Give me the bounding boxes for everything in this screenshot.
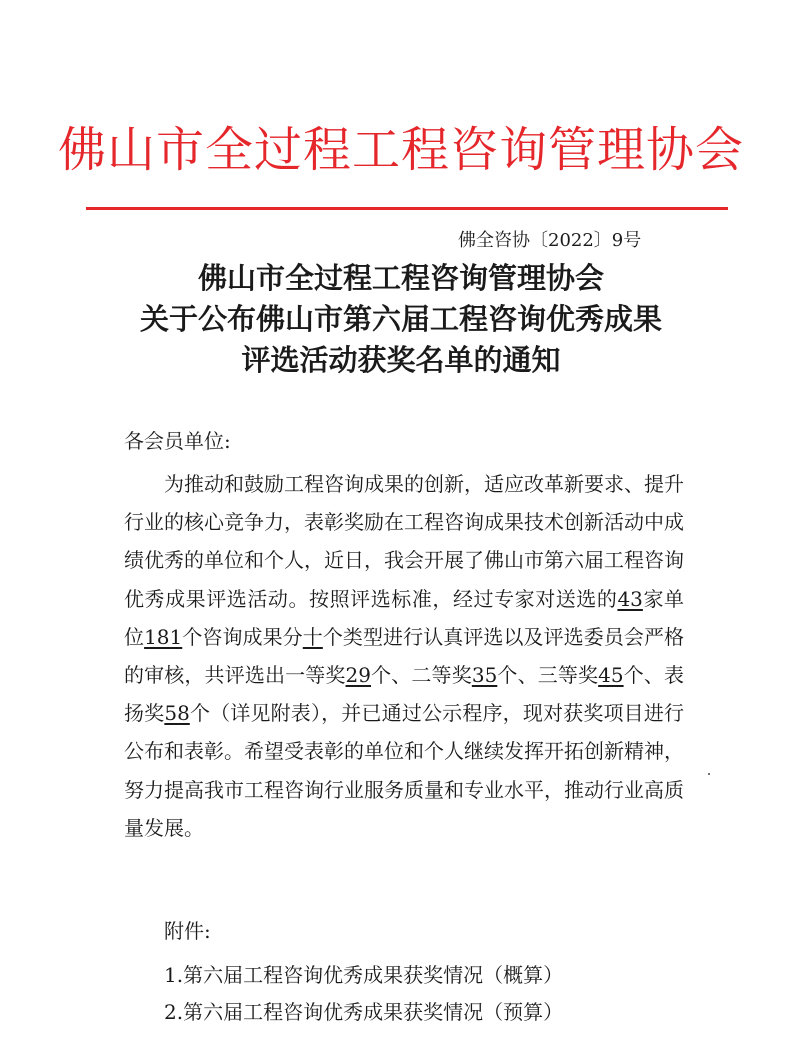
notice-title-line-3: 评选活动获奖名单的通知 bbox=[241, 343, 561, 377]
scan-speck bbox=[708, 773, 710, 775]
body-text-segment: 个咨询成果分 bbox=[182, 624, 303, 649]
body-text-segment: 个（详见附表），并已通过公示程序，现对获奖项目进行公布和表彰。希望受表彰的单位和个人继续发挥开拓创新精神，努力提高我市工程咨询行业服务质量和专业水平，推动行业高质量发展。 bbox=[124, 701, 685, 840]
body-paragraph bbox=[124, 465, 684, 847]
attachment-item: 1.第六届工程咨询优秀成果获奖情况（概算） bbox=[164, 963, 564, 987]
attachments-list bbox=[164, 958, 563, 1032]
third-prize-count: 45 bbox=[598, 663, 624, 688]
units-count: 43 bbox=[617, 586, 643, 611]
body-text-segment: 个、三等奖 bbox=[497, 663, 599, 688]
body-text-segment: 为推动和鼓励工程咨询成果的创新，适应改革新要求、提升行业的核心竞争力，表彰奖励在工程咨询成果技术创新活动中成绩优秀的单位和个人，近日，我会开展了佛山市第六届工程咨询优秀成果评选活动。按照评选标准，经过专家对送选的 bbox=[124, 472, 684, 611]
body-text-segment: 个类型进行认真评选以及评选委员会严格的审核，共评选出一等奖 bbox=[124, 624, 685, 688]
notice-title bbox=[0, 258, 802, 381]
first-prize-count: 29 bbox=[345, 663, 371, 688]
categories-count: 十 bbox=[302, 624, 323, 649]
header-red-rule bbox=[86, 207, 728, 210]
results-count: 181 bbox=[144, 624, 183, 649]
attachments-label: 附件: bbox=[164, 919, 211, 943]
notice-title-line-1: 佛山市全过程工程咨询管理协会 bbox=[197, 261, 604, 295]
second-prize-count: 35 bbox=[471, 663, 498, 688]
body-text-segment: 家单位 bbox=[124, 586, 685, 649]
notice-title-line-2: 关于公布佛山市第六届工程咨询优秀成果 bbox=[139, 302, 662, 336]
document-number: 佛全咨协〔2022〕9号 bbox=[458, 230, 642, 251]
salutation: 各会员单位: bbox=[124, 429, 231, 453]
organization-header-title: 佛山市全过程工程咨询管理协会 bbox=[57, 122, 744, 178]
commendation-count: 58 bbox=[164, 701, 190, 726]
body-text-segment: 个、二等奖 bbox=[371, 663, 472, 688]
attachment-item: 2.第六届工程咨询优秀成果获奖情况（预算） bbox=[164, 1000, 564, 1024]
body-text-segment: 个、表扬奖 bbox=[124, 663, 685, 726]
